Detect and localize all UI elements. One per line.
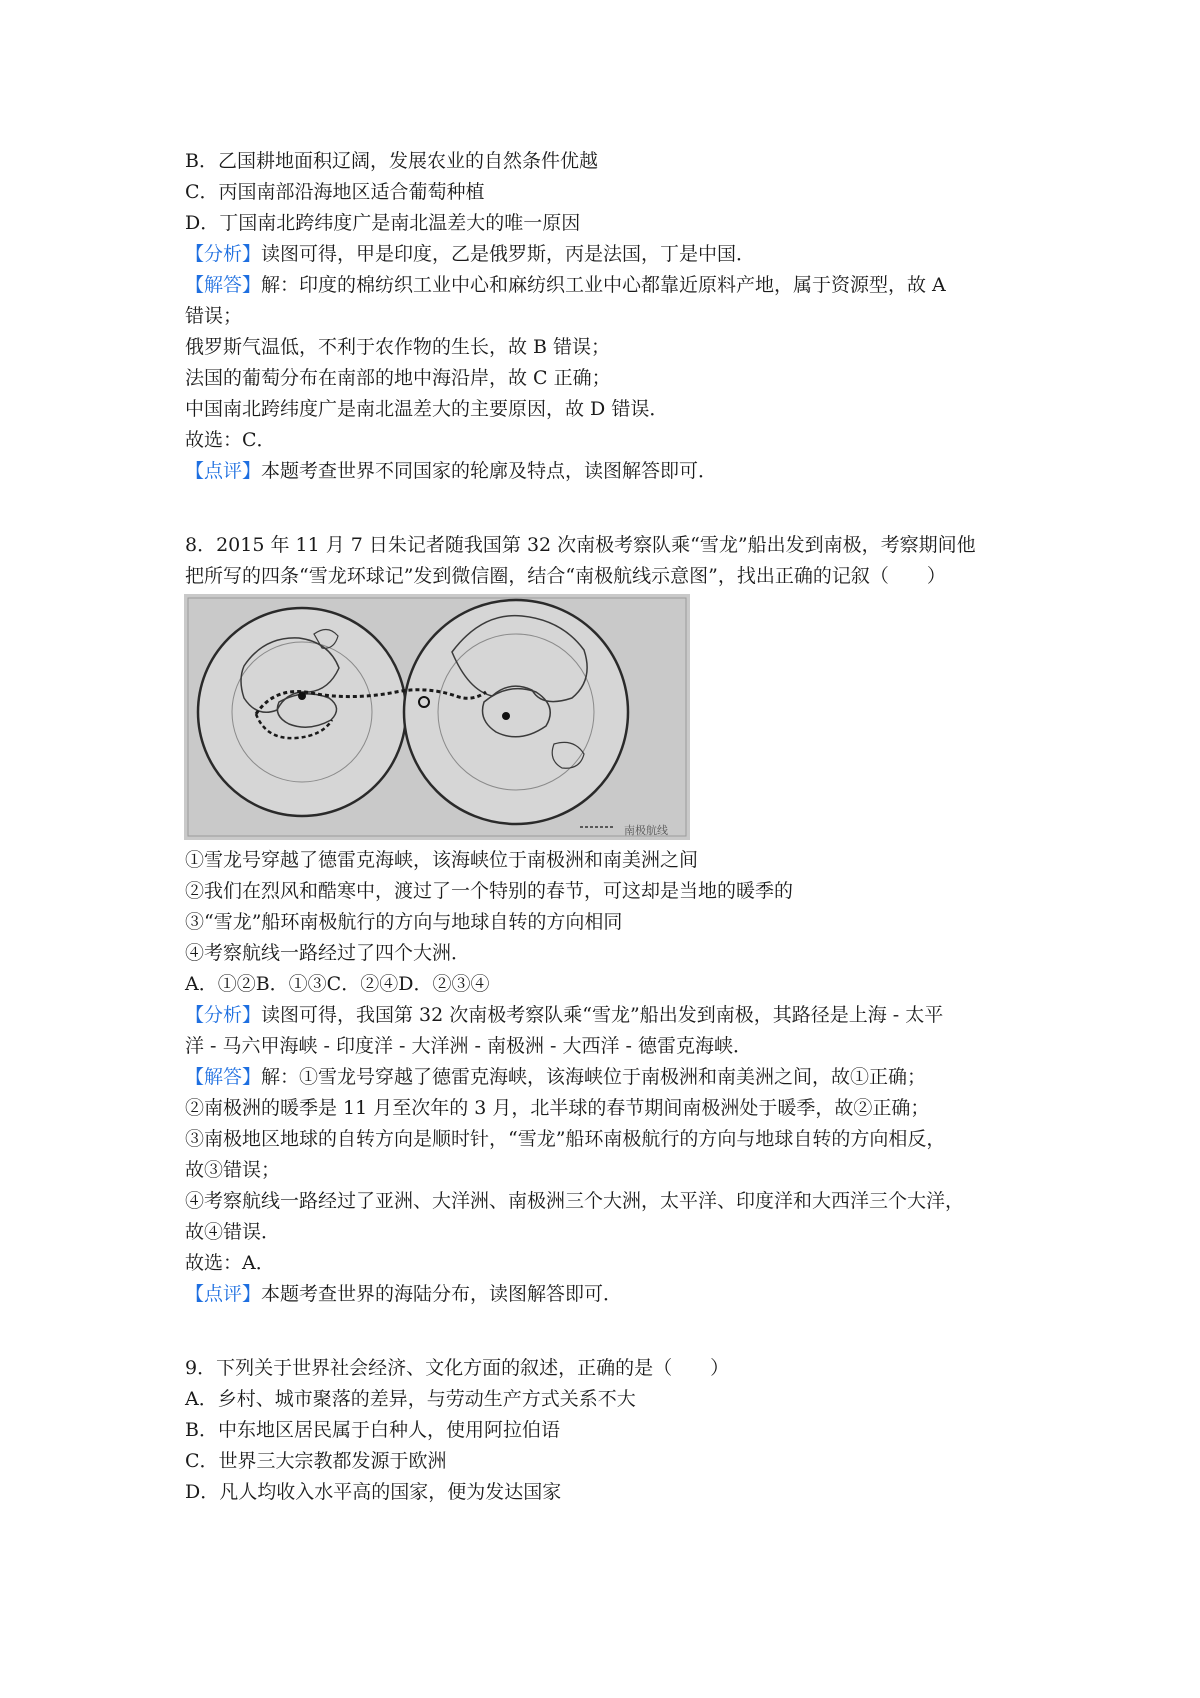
q8-options: A．①②B．①③C．②④D．②③④ — [185, 973, 490, 995]
q8-stem-line-2: 把所写的四条“雪龙环球记”发到微信圈，结合“南极航线示意图”，找出正确的记叙（ ） — [185, 565, 946, 587]
q8-answer-3-cont: 故③错误； — [185, 1159, 281, 1181]
q8-answer-4-cont: 故④错误． — [185, 1221, 281, 1243]
answer-text: 解：①雪龙号穿越了德雷克海峡，该海峡位于南极洲和南美洲之间，故①正确； — [261, 1066, 927, 1088]
q7-answer-3: 法国的葡萄分布在南部的地中海沿岸，故 C 正确； — [185, 367, 611, 389]
analysis-tag: 【分析】 — [185, 243, 262, 265]
q9-stem: 9．下列关于世界社会经济、文化方面的叙述，正确的是（ ） — [185, 1357, 730, 1379]
q8-item-1: ①雪龙号穿越了德雷克海峡，该海峡位于南极洲和南美洲之间 — [185, 849, 699, 871]
q8-answer — [185, 1062, 1045, 1092]
comment-text: 本题考查世界的海陆分布，读图解答即可． — [261, 1283, 623, 1305]
answer-tag: 【解答】 — [185, 274, 262, 296]
q9-option-a: A．乡村、城市聚落的差异，与劳动生产方式关系不大 — [185, 1388, 636, 1410]
south-pole-marker — [298, 692, 306, 700]
q8-answer-3: ③南极地区地球的自转方向是顺时针，“雪龙”船环南极航行的方向与地球自转的方向相反， — [185, 1128, 946, 1150]
q7-option-c: C．丙国南部沿海地区适合葡萄种植 — [185, 181, 485, 203]
comment-tag: 【点评】 — [185, 460, 262, 482]
q8-choice: 故选：A． — [185, 1252, 275, 1274]
q8-analysis — [185, 1000, 1045, 1030]
q8-analysis-cont: 洋 - 马六甲海峡 - 印度洋 - 大洋洲 - 南极洲 - 大西洋 - 德雷克海峡． — [185, 1035, 752, 1057]
q8-item-2: ②我们在烈风和酷寒中，渡过了一个特别的春节，可这却是当地的暖季的 — [185, 880, 794, 902]
q7-option-b: B．乙国耕地面积辽阔，发展农业的自然条件优越 — [185, 150, 598, 172]
comment-text: 本题考查世界不同国家的轮廓及特点，读图解答即可． — [261, 460, 718, 482]
comment-tag: 【点评】 — [185, 1283, 262, 1305]
analysis-text: 读图可得，甲是印度，乙是俄罗斯，丙是法国，丁是中国． — [261, 243, 756, 265]
q8-item-4: ④考察航线一路经过了四个大洲． — [185, 942, 471, 964]
q8-answer-4: ④考察航线一路经过了亚洲、大洋洲、南极洲三个大洲，太平洋、印度洋和大西洋三个大洋， — [185, 1190, 965, 1212]
antarctic-route-map — [184, 594, 690, 840]
north-pole-marker — [502, 712, 510, 720]
q7-choice: 故选：C． — [185, 429, 276, 451]
q7-option-d: D．丁国南北跨纬度广是南北温差大的唯一原因 — [185, 212, 581, 234]
q7-answer — [185, 270, 1045, 300]
q9-option-d: D．凡人均收入水平高的国家，便为发达国家 — [185, 1481, 562, 1503]
q7-answer-cont: 错误； — [185, 305, 243, 327]
answer-text: 解：印度的棉纺织工业中心和麻纺织工业中心都靠近原料产地，属于资源型，故 A — [261, 274, 946, 296]
q7-comment — [185, 456, 1045, 486]
q8-comment — [185, 1279, 1045, 1309]
q8-item-3: ③“雪龙”船环南极航行的方向与地球自转的方向相同 — [185, 911, 623, 933]
analysis-tag: 【分析】 — [185, 1004, 262, 1026]
q8-answer-2: ②南极洲的暖季是 11 月至次年的 3 月，北半球的春节期间南极洲处于暖季，故②正确； — [185, 1097, 930, 1119]
analysis-text: 读图可得，我国第 32 次南极考察队乘“雪龙”船出发到南极，其路径是上海 - 太平 — [261, 1004, 944, 1026]
map-caption: 南极航线 — [624, 824, 668, 837]
q7-analysis — [185, 239, 1045, 269]
q7-answer-2: 俄罗斯气温低，不利于农作物的生长，故 B 错误； — [185, 336, 611, 358]
answer-tag: 【解答】 — [185, 1066, 262, 1088]
q9-option-c: C．世界三大宗教都发源于欧洲 — [185, 1450, 447, 1472]
q7-answer-4: 中国南北跨纬度广是南北温差大的主要原因，故 D 错误． — [185, 398, 669, 420]
route-map-graphic — [184, 594, 690, 840]
q8-stem-line-1: 8．2015 年 11 月 7 日朱记者随我国第 32 次南极考察队乘“雪龙”船出发到南极，考察期间他 — [185, 534, 976, 556]
q9-option-b: B．中东地区居民属于白种人，使用阿拉伯语 — [185, 1419, 560, 1441]
